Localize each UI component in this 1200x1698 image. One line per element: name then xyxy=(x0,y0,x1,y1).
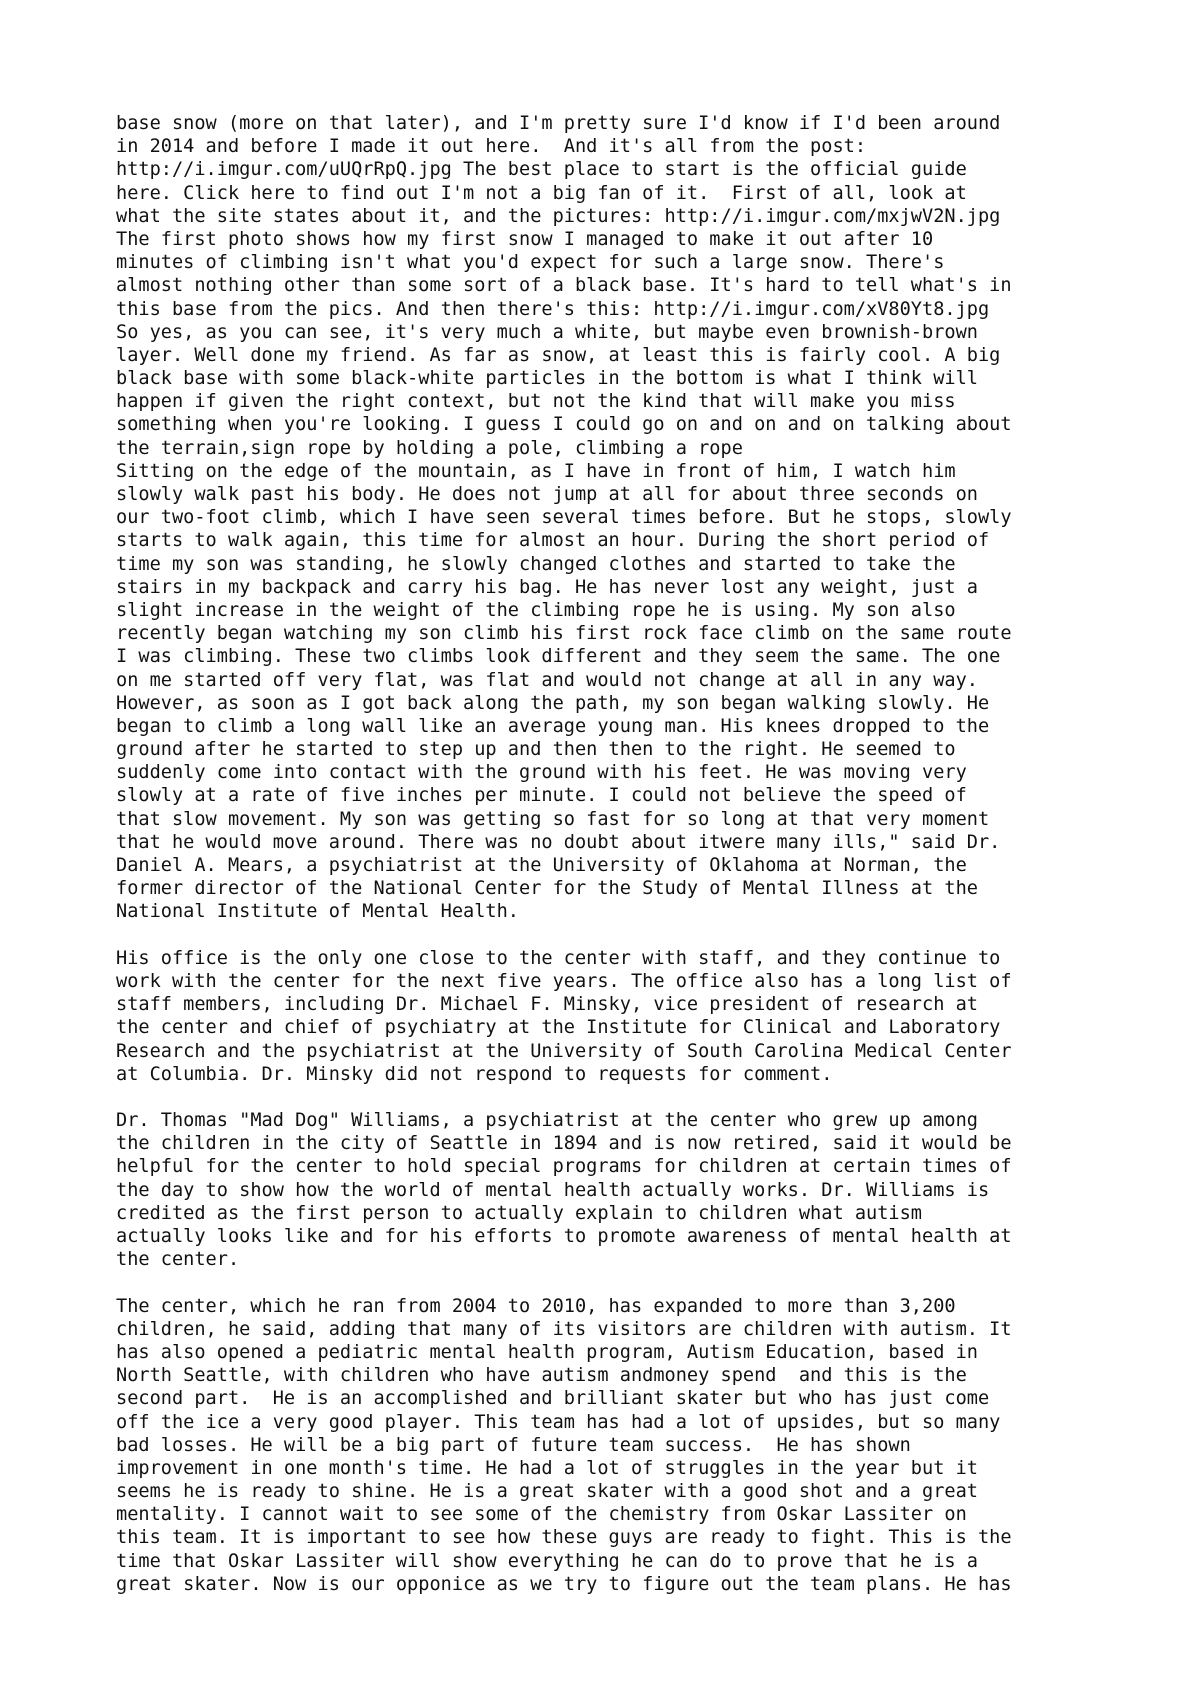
text-line: time that Oskar Lassiter will show everything he can do to prove that he is a xyxy=(116,1550,978,1572)
document-body xyxy=(116,112,1116,1596)
text-line: that slow movement. My son was getting so fast for so long at that very moment xyxy=(116,808,990,830)
text-line: second part. He is an accomplished and brilliant skater but who has just come xyxy=(116,1388,990,1410)
text-line: National Institute of Mental Health. xyxy=(116,901,519,923)
text-line: that he would move around. There was no doubt about itwere many ills," said Dr. xyxy=(116,831,1001,853)
text-line: in 2014 and before I made it out here. And it's all from the post: xyxy=(116,136,867,158)
text-line: actually looks like and for his efforts to promote awareness of mental health at xyxy=(116,1226,1012,1247)
text-line: I was climbing. These two climbs look different and they seem the same. The one xyxy=(116,646,1001,668)
text-line: Research and the psychiatrist at the University of South Carolina Medical Center xyxy=(116,1040,1012,1062)
text-line: has also opened a pediatric mental health program, Autism Education, based in xyxy=(116,1341,978,1363)
text-line: helpful for the center to hold special programs for children at certain times of xyxy=(116,1156,1012,1178)
text-line: Daniel A. Mears, a psychiatrist at the University of Oklahoma at Norman, the xyxy=(116,855,967,876)
text-line: the center. xyxy=(116,1249,240,1271)
text-line: began to climb a long wall like an average young man. His knees dropped to the xyxy=(116,715,990,737)
paragraph xyxy=(116,1295,1116,1596)
text-line: children, he said, adding that many of its visitors are children with autism. It xyxy=(116,1318,1012,1340)
text-line: the center and chief of psychiatry at the Institute for Clinical and Laboratory xyxy=(116,1017,1001,1039)
text-line: former director of the National Center for the Study of Mental Illness at the xyxy=(116,878,978,900)
text-line: Dr. Thomas "Mad Dog" Williams, a psychiatrist at the center who grew up among xyxy=(116,1110,978,1132)
text-line: almost nothing other than some sort of a black base. It's hard to tell what's in xyxy=(116,275,1012,297)
text-line: black base with some black-white particles in the bottom is what I think will xyxy=(116,368,978,390)
text-line: our two-foot climb, which I have seen several times before. But he stops, slowly xyxy=(116,507,1012,529)
text-line: on me started off very flat, was flat and would not change at all in any way. xyxy=(116,669,978,691)
text-line: slowly walk past his body. He does not jump at all for about three seconds on xyxy=(116,484,978,505)
text-line: the terrain,sign rope by holding a pole, climbing a rope xyxy=(116,437,743,459)
text-line: suddenly come into contact with the ground with his feet. He was moving very xyxy=(116,762,967,784)
text-line: layer. Well done my friend. As far as snow, at least this is fairly cool. A big xyxy=(116,344,1001,366)
paragraph xyxy=(116,112,1116,924)
text-line: His office is the only one close to the center with staff, and they continue to xyxy=(116,947,1001,969)
text-line: something when you're looking. I guess I could go on and on and on talking about xyxy=(116,414,1012,436)
text-line: improvement in one month's time. He had a lot of struggles in the year but it xyxy=(116,1457,978,1479)
text-line: minutes of climbing isn't what you'd expect for such a large snow. There's xyxy=(116,252,945,274)
text-line: seems he is ready to shine. He is a great skater with a good shot and a great xyxy=(116,1481,978,1503)
text-line: here. Click here to find out I'm not a big fan of it. First of all, look at xyxy=(116,182,967,204)
text-line: The first photo shows how my first snow I managed to make it out after 10 xyxy=(116,228,934,250)
text-line: slight increase in the weight of the climbing rope he is using. My son also xyxy=(116,599,956,621)
paragraph xyxy=(116,947,1116,1086)
text-line: time my son was standing, he slowly changed clothes and started to take the xyxy=(116,553,956,575)
text-line: bad losses. He will be a big part of future team success. He has shown xyxy=(116,1434,911,1456)
text-line: staff members, including Dr. Michael F. Minsky, vice president of research at xyxy=(116,994,978,1016)
text-line: slowly at a rate of five inches per minute. I could not believe the speed of xyxy=(116,785,967,807)
text-line: However, as soon as I got back along the path, my son began walking slowly. He xyxy=(116,692,990,714)
text-line: at Columbia. Dr. Minsky did not respond to requests for comment. xyxy=(116,1063,833,1085)
text-line: The center, which he ran from 2004 to 2010, has expanded to more than 3,200 xyxy=(116,1295,956,1317)
text-line: base snow (more on that later), and I'm pretty sure I'd know if I'd been around xyxy=(116,113,1001,134)
text-line: this base from the pics. And then there's this: http://i.imgur.com/xV80Yt8.jpg xyxy=(116,298,990,320)
text-line: ground after he started to step up and then then to the right. He seemed to xyxy=(116,739,956,761)
text-line: starts to walk again, this time for almost an hour. During the short period of xyxy=(116,530,990,552)
text-line: the day to show how the world of mental health actually works. Dr. Williams is xyxy=(116,1179,990,1201)
text-line: what the site states about it, and the pictures: http://i.imgur.com/mxjwV2N.jpg xyxy=(116,205,1001,227)
text-line: credited as the first person to actually explain to children what autism xyxy=(116,1202,922,1224)
text-line: stairs in my backpack and carry his bag. He has never lost any weight, just a xyxy=(116,576,978,598)
text-line: recently began watching my son climb his first rock face climb on the same route xyxy=(116,623,1012,645)
text-line: happen if given the right context, but not the kind that will make you miss xyxy=(116,391,956,413)
text-line: great skater. Now is our opponice as we try to figure out the team plans. He has xyxy=(116,1573,1012,1595)
text-line: http://i.imgur.com/uUQrRpQ.jpg The best place to start is the official guide xyxy=(116,159,967,181)
text-line: Sitting on the edge of the mountain, as I have in front of him, I watch him xyxy=(116,460,956,482)
text-line: North Seattle, with children who have autism andmoney spend and this is the xyxy=(116,1365,967,1387)
text-line: off the ice a very good player. This team has had a lot of upsides, but so many xyxy=(116,1411,1001,1433)
text-line: work with the center for the next five years. The office also has a long list of xyxy=(116,970,1012,992)
text-line: mentality. I cannot wait to see some of the chemistry from Oskar Lassiter on xyxy=(116,1504,967,1526)
text-line: So yes, as you can see, it's very much a white, but maybe even brownish-brown xyxy=(116,321,978,343)
text-line: this team. It is important to see how these guys are ready to fight. This is the xyxy=(116,1527,1012,1549)
paragraph xyxy=(116,1109,1116,1271)
text-line: the children in the city of Seattle in 1894 and is now retired, said it would be xyxy=(116,1133,1012,1155)
